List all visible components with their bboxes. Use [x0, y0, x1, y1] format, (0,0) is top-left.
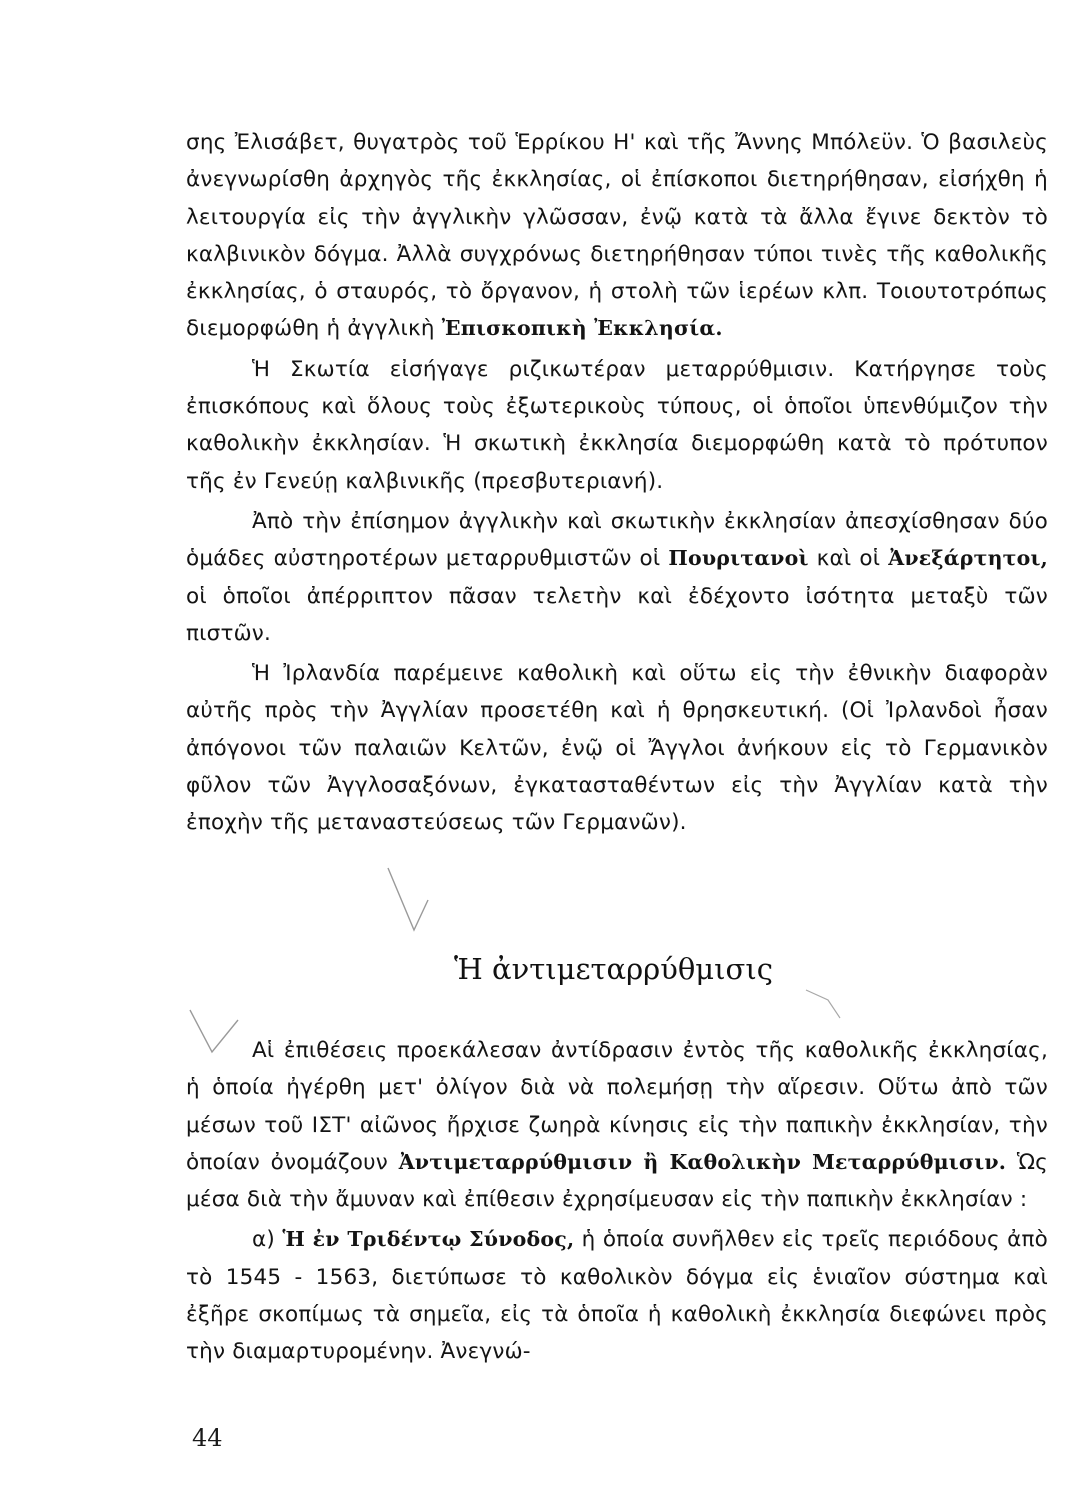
section-heading: Ἡ ἀντιμεταρρύθμισις	[454, 952, 773, 986]
bold-term: Ἐπισκοπικὴ Ἐκκλησία.	[441, 316, 723, 341]
text-block-top	[186, 124, 1048, 845]
text-run: σης Ἐλισάβετ, θυγατρὸς τοῦ Ἑρρίκου Η' καὶ τῆς Ἄννης Μπόλεϋν. Ὁ βασιλεὺς ἀνεγνωρίσθη ἀρχηγὸς τῆς ἐκκλησίας, οἱ ἐπίσκοποι διετηρήθησαν, εἰσήχθη ἡ λειτουργία εἰς τὴν ἀγγλικὴν γλῶσσαν, ἐνῷ κατὰ τὰ ἄλλα ἔγινε δεκτὸν τὸ καλβινικὸν δόγμα. Ἀλλὰ συγχρόνως διετηρήθησαν τύποι τινὲς τῆς καθολικῆς ἐκκλησίας, ὁ σταυρός, τὸ ὄργανον, ἡ στολὴ τῶν ἱερέων κλπ. Τοιουτοτρόπως διεμορφώθη ἡ ἀγγλικὴ	[186, 130, 1048, 342]
bold-term: Ἡ ἐν Τριδέντῳ Σύνοδος,	[282, 1227, 575, 1252]
pencil-check-mark-1	[388, 868, 428, 930]
text-run: α)	[252, 1227, 283, 1253]
paragraph	[186, 1221, 1048, 1370]
text-run: Ἡ Σκωτία εἰσήγαγε ριζικωτέραν μεταρρύθμισιν. Κατήργησε τοὺς ἐπισκόπους καὶ ὅλους τοὺς ἐξωτερικοὺς τύπους, οἱ ὁποῖοι ὑπενθύμιζον τὴν καθολικὴν ἐκκλησίαν. Ἡ σκωτικὴ ἐκκλησία διεμορφώθη κατὰ τὸ πρότυπον τῆς ἐν Γενεύῃ καλβινικῆς (πρεσβυτεριανή).	[186, 356, 1048, 494]
page-number: 44	[192, 1424, 223, 1452]
paragraph	[186, 1032, 1048, 1218]
text-run: ἡ ὁποία συνῆλθεν εἰς τρεῖς περιόδους ἀπὸ τὸ 1545 - 1563, διετύπωσε τὸ καθολικὸν δόγμα εἰς ἑνιαῖον σύστημα καὶ ἐξῆρε σκοπίμως τὰ σημεῖα, εἰς τὰ ὁποῖα ἡ καθολικὴ ἐκκλησία διεφώνει πρὸς τὴν διαμαρτυρομένην. Ἀνεγνώ-	[186, 1227, 1048, 1365]
text-run: οἱ ὁποῖοι ἀπέρριπτον πᾶσαν τελετὴν καὶ ἐδέχοντο ἰσότητα μεταξὺ τῶν πιστῶν.	[186, 583, 1048, 646]
bold-term: Πουριτανοὶ	[668, 546, 809, 571]
bold-term: Ἀνεξάρτητοι,	[888, 546, 1048, 571]
text-run: Ὡς μέσα διὰ τὴν ἄμυναν καὶ ἐπίθεσιν ἐχρησίμευσαν εἰς τὴν παπικὴν ἐκκλησίαν :	[186, 1149, 1049, 1213]
bold-term: Ἀντιμεταρρύθμισιν ἢ Καθολικὴν Μεταρρύθμισιν.	[398, 1149, 1007, 1174]
text-run: καὶ οἱ	[808, 546, 889, 572]
paragraph	[186, 503, 1048, 652]
text-run: Ἀπὸ τὴν ἐπίσημον ἀγγλικὴν καὶ σκωτικὴν ἐκκλησίαν ἀπεσχίσθησαν δύο ὁμάδες αὐστηροτέρων μεταρρυθμιστῶν οἱ	[186, 508, 1048, 572]
paragraph	[186, 655, 1048, 841]
paragraph	[186, 124, 1048, 348]
paragraph	[186, 351, 1048, 500]
pencil-stroke	[806, 990, 840, 1018]
text-block-bottom	[186, 1032, 1048, 1374]
text-run: Ἡ Ἰρλανδία παρέμεινε καθολικὴ καὶ οὕτω εἰς τὴν ἐθνικὴν διαφορὰν αὐτῆς πρὸς τὴν Ἀγγλίαν προσετέθη καὶ ἡ θρησκευτική. (Οἱ Ἰρλανδοὶ ἦσαν ἀπόγονοι τῶν παλαιῶν Κελτῶν, ἐνῷ οἱ Ἄγγλοι ἀνήκουν εἰς τὸ Γερμανικὸν φῦλον τῶν Ἀγγλοσαξόνων, ἐγκατασταθέντων εἰς τὴν Ἀγγλίαν κατὰ τὴν ἐποχὴν τῆς μεταναστεύσεως τῶν Γερμανῶν).	[186, 661, 1048, 836]
text-run: Αἱ ἐπιθέσεις προεκάλεσαν ἀντίδρασιν ἐντὸς τῆς καθολικῆς ἐκκλησίας, ἡ ὁποία ἠγέρθη μετ' ὀλίγον διὰ νὰ πολεμήσῃ τὴν αἵρεσιν. Οὕτω ἀπὸ τῶν μέσων τοῦ ΙΣΤ' αἰῶνος ἤρχισε ζωηρὰ κίνησις εἰς τὴν παπικὴν ἐκκλησίαν, τὴν ὁποίαν ὀνομάζουν	[186, 1038, 1048, 1175]
